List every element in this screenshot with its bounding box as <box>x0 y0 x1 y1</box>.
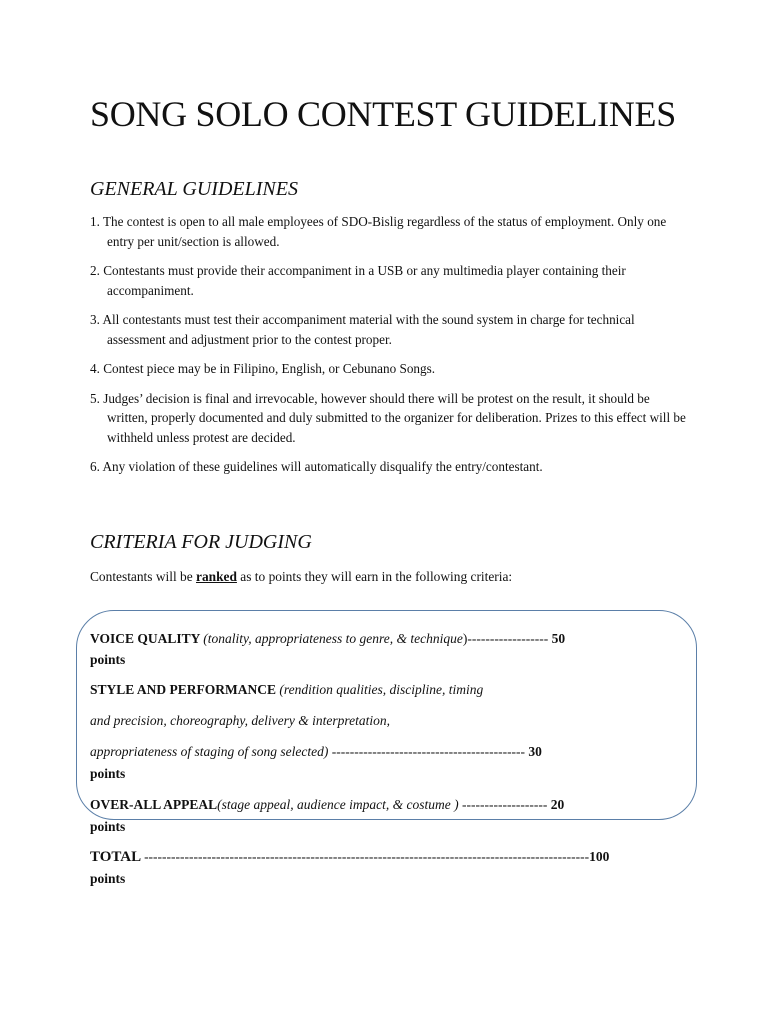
criterion-dashes: ------------------------------------------- <box>331 744 529 759</box>
criterion-overall-appeal <box>90 796 564 814</box>
criterion-description: (tonality, appropriateness to genre, & technique <box>203 631 463 646</box>
criterion-label: STYLE AND PERFORMANCE <box>90 682 280 697</box>
criterion-description-line <box>90 743 542 761</box>
guideline-item: 2. Contestants must provide their accompaniment in a USB or any multimedia player containing their accompaniment. <box>90 263 626 298</box>
criterion-label: OVER-ALL APPEAL <box>90 797 218 812</box>
total-points: 100 <box>589 849 610 864</box>
criterion-description: (stage appeal, audience impact, & costume ) <box>217 797 462 812</box>
guideline-item: 6. Any violation of these guidelines will automatically disqualify the entry/contestant. <box>90 459 543 474</box>
criterion-voice-quality <box>90 630 565 648</box>
document-title: SONG SOLO CONTEST GUIDELINES <box>90 94 676 134</box>
guideline-item: 3. All contestants must test their accompaniment material with the sound system in charge for technical assessment and adjustment prior to the contest proper. <box>90 312 635 347</box>
criterion-description: appropriateness of staging of song selected) <box>90 744 332 759</box>
criterion-points: 50 <box>551 631 566 646</box>
intro-emphasis: ranked <box>196 569 237 584</box>
criteria-heading: CRITERIA FOR JUDGING <box>90 531 312 553</box>
criterion-description-line <box>90 712 390 730</box>
guideline-item: 1. The contest is open to all male employees of SDO-Bislig regardless of the status of employment. Only one entry per unit/section is allowed. <box>90 214 667 249</box>
criterion-points-word: points <box>90 766 126 781</box>
total-label: TOTAL <box>90 849 145 865</box>
criterion-style-performance <box>90 681 483 699</box>
criterion-dashes: ------------------- <box>461 797 551 812</box>
general-guidelines-heading: GENERAL GUIDELINES <box>90 178 298 200</box>
criteria-intro <box>90 567 512 587</box>
criterion-points-word: points <box>90 652 126 667</box>
criterion-points: 30 <box>528 744 542 759</box>
intro-text: Contestants will be <box>90 569 197 584</box>
intro-text-end: as to points they will earn in the following criteria: <box>236 569 513 584</box>
criterion-points-word: points <box>90 819 126 834</box>
criterion-total <box>90 848 609 866</box>
criterion-points: 20 <box>550 797 565 812</box>
criterion-points-word: points <box>90 871 126 886</box>
criterion-description: (rendition qualities, discipline, timing <box>279 682 484 697</box>
criterion-dashes: --------------------------------------------------------------------------------------------------- <box>144 849 590 864</box>
criterion-label: VOICE QUALITY <box>90 631 204 646</box>
guidelines-list <box>90 212 690 487</box>
guideline-item: 4. Contest piece may be in Filipino, English, or Cebunano Songs. <box>90 361 436 376</box>
guideline-item: 5. Judges’ decision is final and irrevocable, however should there will be protest on the result, it should be written, properly documented and duly submitted to the organizer for deliberation. Prizes to this effect will be withheld unless protest are decided. <box>90 390 686 445</box>
criterion-dashes: )------------------ <box>462 631 552 646</box>
criterion-description: and precision, choreography, delivery & interpretation, <box>90 713 390 728</box>
